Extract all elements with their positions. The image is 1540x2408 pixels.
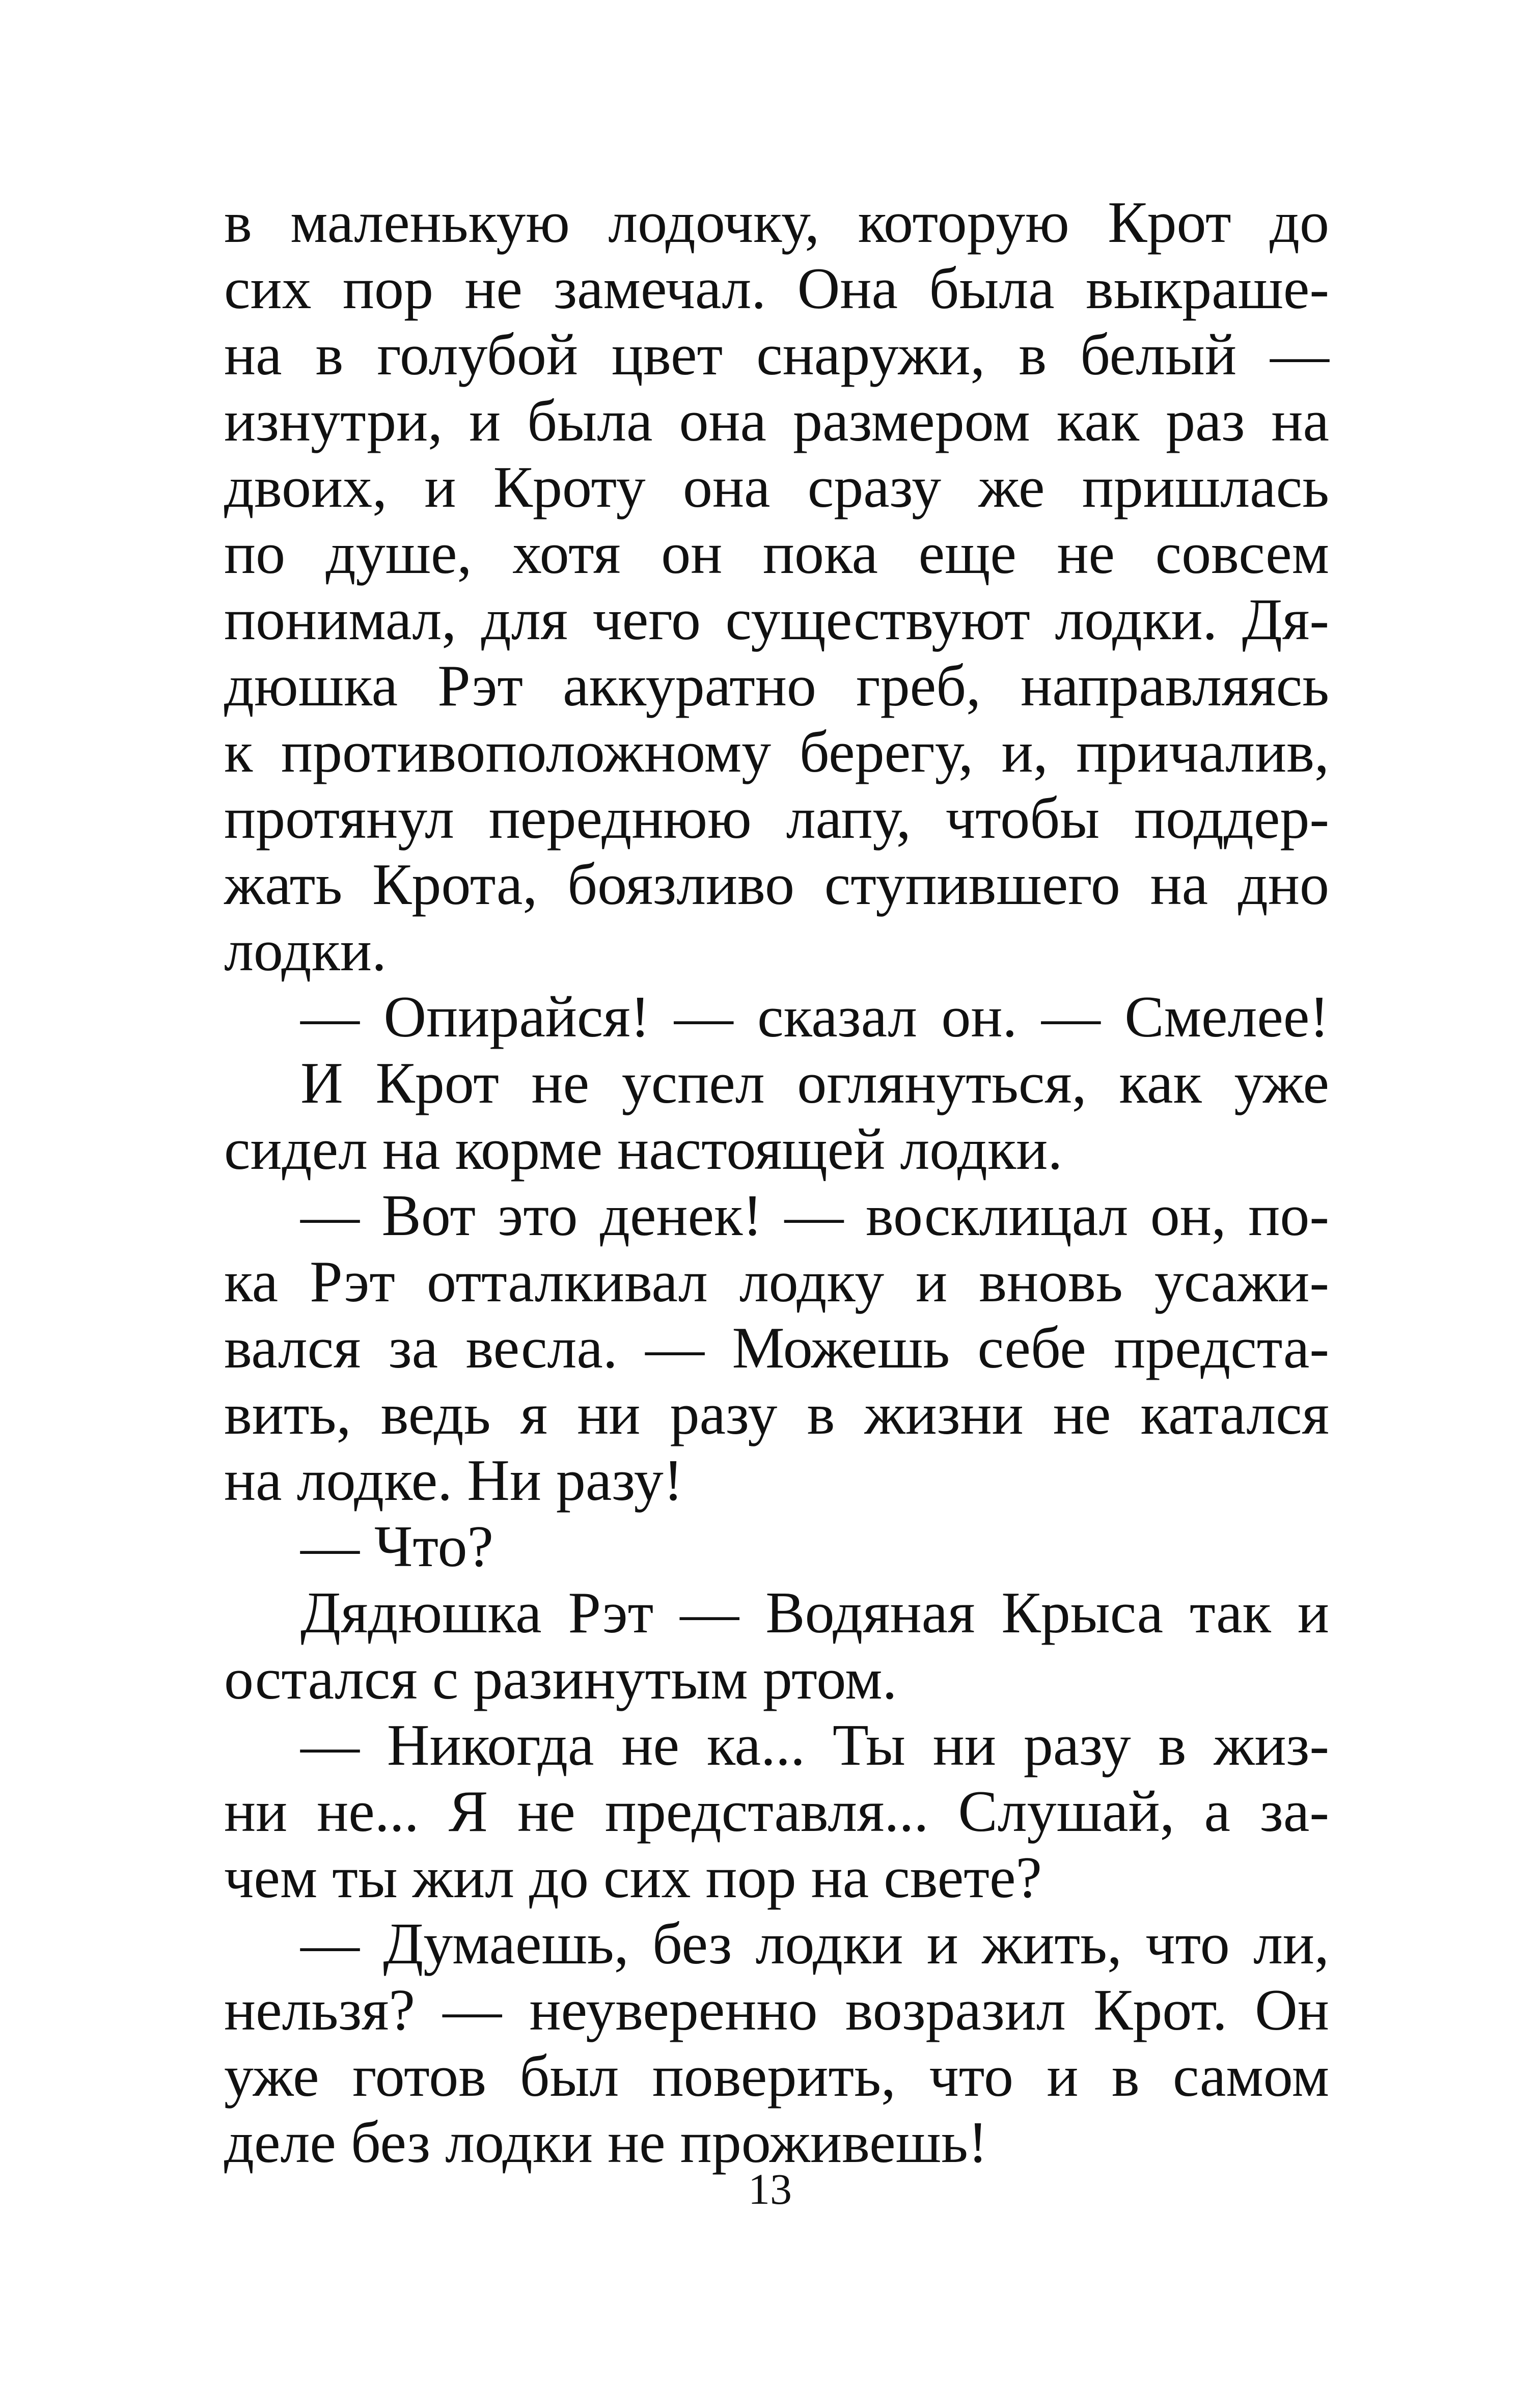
text-line: ни не... Я не представля... Слушай, а за-	[224, 1779, 1329, 1844]
text-line: в маленькую лодочку, которую Крот до	[224, 190, 1329, 255]
text-line: Дядюшка Рэт — Водяная Крыса так и	[300, 1580, 1329, 1646]
text-line: сих пор не замечал. Она была выкраше-	[224, 256, 1329, 321]
text-line: к противоположному берегу, и, причалив,	[224, 720, 1329, 785]
text-line: жать Крота, боязливо ступившего на дно	[224, 852, 1329, 917]
text-line: сидел на корме настоящей лодки.	[224, 1117, 1063, 1182]
body-text	[224, 189, 1329, 2176]
text-line: вить, ведь я ни разу в жизни не катался	[224, 1382, 1329, 1447]
text-line: деле без лодки не проживешь!	[224, 2110, 988, 2175]
text-line: лодки.	[224, 918, 387, 983]
text-line: — Никогда не ка... Ты ни разу в жиз-	[300, 1713, 1329, 1778]
text-line: понимал, для чего существуют лодки. Дя-	[224, 587, 1329, 652]
text-line: изнутри, и была она размером как раз на	[224, 389, 1329, 454]
text-line: двоих, и Кроту она сразу же пришлась	[224, 455, 1329, 520]
text-line: вался за весла. — Можешь себе предста-	[224, 1316, 1329, 1381]
text-line: по душе, хотя он пока еще не совсем	[224, 521, 1329, 586]
text-line: — Опирайся! — сказал он. — Смелее!	[300, 984, 1329, 1050]
text-line: чем ты жил до сих пор на свете?	[224, 1845, 1042, 1910]
text-line: уже готов был поверить, что и в самом	[224, 2044, 1329, 2109]
text-line: протянул переднюю лапу, чтобы поддер-	[224, 786, 1329, 851]
text-line: И Крот не успел оглянуться, как уже	[300, 1051, 1329, 1116]
page-number: 13	[748, 2165, 792, 2213]
text-line: — Что?	[300, 1514, 494, 1579]
text-line: на лодке. Ни разу!	[224, 1448, 683, 1513]
text-line: — Думаешь, без лодки и жить, что ли,	[300, 1911, 1329, 1977]
text-line: нельзя? — неуверенно возразил Крот. Он	[224, 1978, 1329, 2043]
text-line: остался с разинутым ртом.	[224, 1647, 897, 1712]
text-line: — Вот это денек! — восклицал он, по-	[300, 1183, 1329, 1248]
text-line: дюшка Рэт аккуратно греб, направляясь	[224, 653, 1329, 719]
text-line: ка Рэт отталкивал лодку и вновь усажи-	[224, 1249, 1329, 1315]
text-line: на в голубой цвет снаружи, в белый —	[224, 322, 1329, 388]
